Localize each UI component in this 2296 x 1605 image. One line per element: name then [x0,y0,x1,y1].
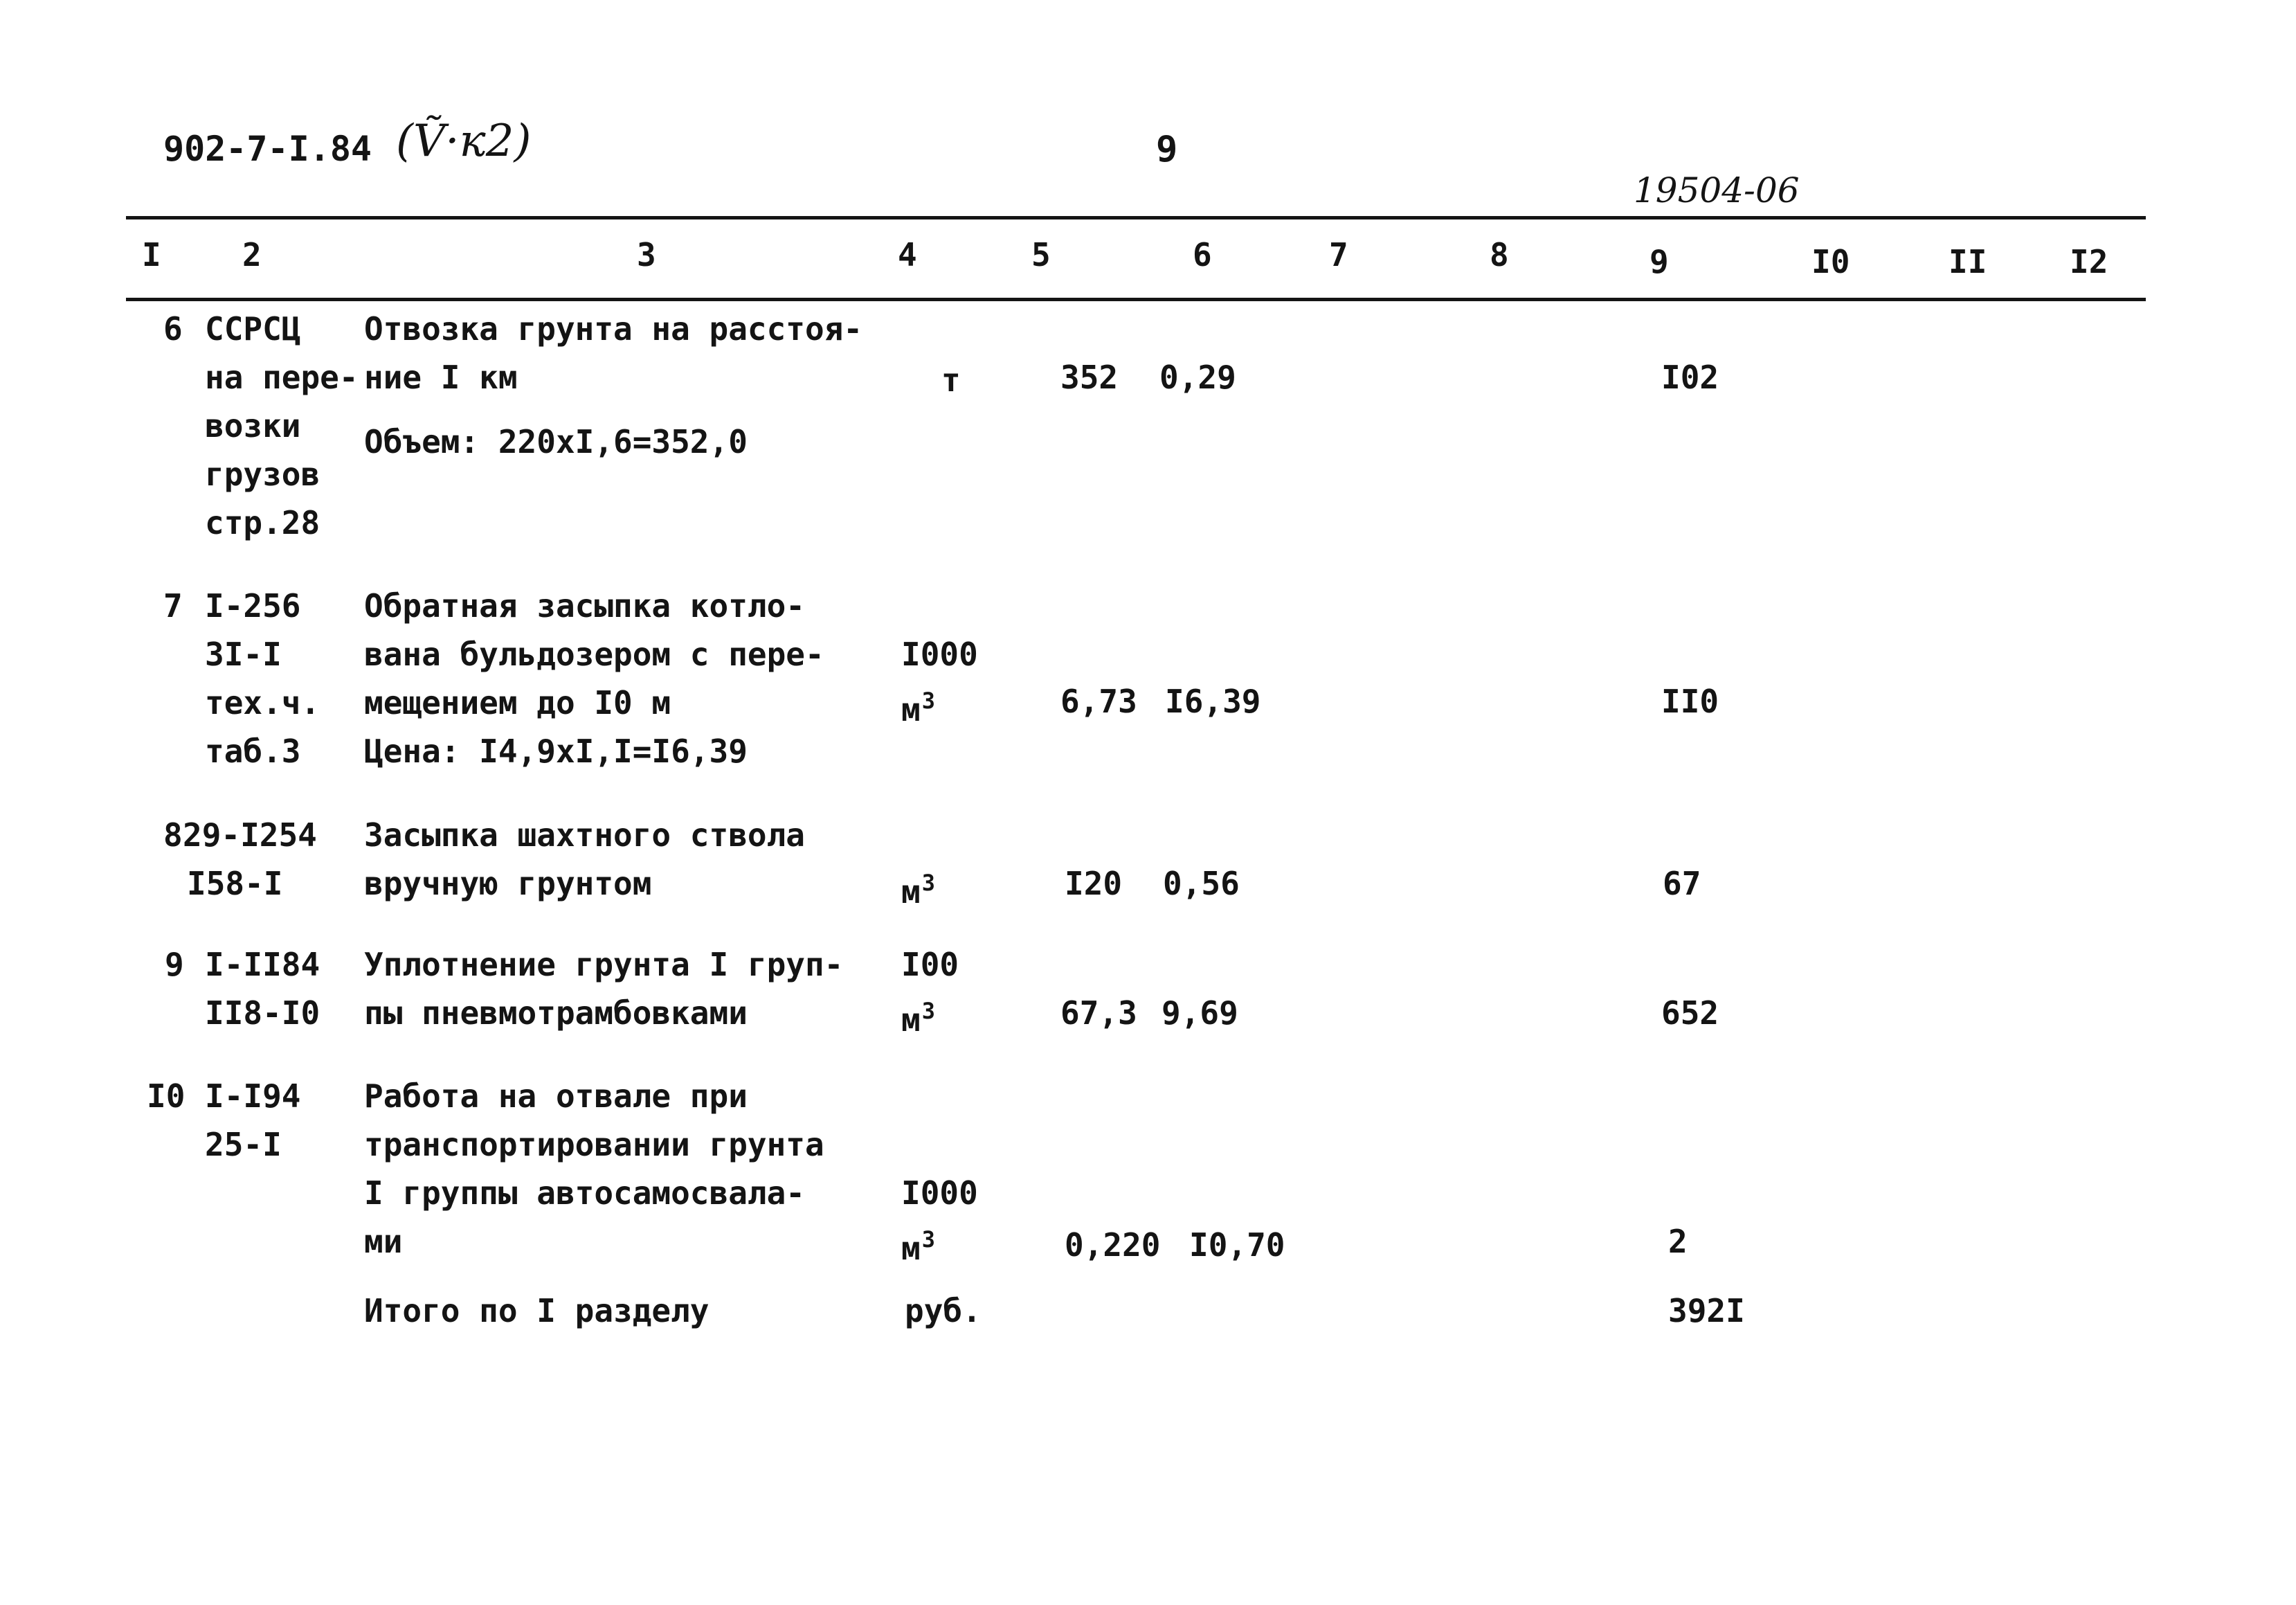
rate-code: 29-I254 [183,816,317,854]
quantity: 352 [1060,359,1119,396]
work-description: пы пневмотрамбовками [364,994,748,1032]
unit-price: I0,70 [1189,1226,1285,1264]
column-header: 9 [1649,243,1669,280]
rate-code: I-256 [205,587,301,625]
summary-unit: руб. [905,1292,982,1329]
work-description: Цена: I4,9хI,I=I6,39 [364,733,748,770]
rate-code: таб.3 [205,733,301,770]
unit-price: 0,29 [1159,359,1236,396]
quantity: 0,220 [1065,1226,1161,1264]
unit: т [941,361,961,399]
work-description: ние I км [364,359,518,396]
rate-code: грузов [205,456,320,493]
table-top-rule [126,216,2146,219]
unit-price: I6,39 [1165,683,1261,720]
total-cost: 67 [1663,865,1701,902]
unit-measure: $м^3$ [901,998,935,1039]
rate-code: I58-I [187,865,283,902]
column-header: I2 [2070,243,2108,280]
summary-label: Итого по I разделу [364,1292,709,1329]
rate-code: возки [205,407,301,445]
rate-code: 25-I [205,1126,282,1163]
unit-measure: $м^3$ [901,870,935,911]
quantity: I20 [1065,865,1123,902]
unit: I000 [901,1174,978,1212]
rate-code: I-I94 [205,1077,301,1115]
column-header: 5 [1031,236,1051,274]
document-code: 902-7-I.84 [163,129,372,169]
column-header: 7 [1329,236,1348,274]
work-description: вручную грунтом [364,865,652,902]
total-cost: II0 [1661,683,1719,720]
rate-code: 3I-I [205,636,282,673]
row-number: 7 [163,587,183,625]
rate-code: I-II84 [205,946,320,983]
rate-code: ССРСЦ [205,310,301,348]
row-number: 9 [165,946,184,983]
total-cost: I02 [1661,359,1719,396]
column-header: I [142,236,161,274]
work-description: транспортировании грунта [364,1126,824,1163]
column-header: 2 [242,236,262,274]
quantity: 6,73 [1060,683,1137,720]
unit-price: 0,56 [1163,865,1240,902]
column-header: 3 [637,236,656,274]
total-cost: 652 [1661,994,1719,1032]
rate-code: II8-I0 [205,994,320,1032]
row-number: I0 [147,1077,186,1115]
column-header: 8 [1490,236,1509,274]
rate-code: стр.28 [205,504,320,541]
inventory-number: 19504-06 [1634,170,1800,210]
quantity: 67,3 [1060,994,1137,1032]
unit: I00 [901,946,959,983]
row-number: 6 [163,310,183,348]
work-description: Работа на отвале при [364,1077,748,1115]
work-description: мещением до I0 м [364,684,671,721]
work-description: Засыпка шахтного ствола [364,816,805,854]
column-header: I0 [1811,243,1850,280]
work-description: Объем: 220хI,6=352,0 [364,423,748,460]
work-description: Уплотнение грунта I груп- [364,946,844,983]
rate-code: на пере- [205,359,359,396]
column-header: 4 [898,236,917,274]
unit-measure: $м^3$ [901,1226,935,1267]
unit-price: 9,69 [1161,994,1238,1032]
work-description: I группы автосамосвала- [364,1174,805,1212]
total-cost: 2 [1668,1223,1688,1260]
summary-total: 392I [1668,1292,1745,1329]
work-description: Отвозка грунта на расстоя- [364,310,863,348]
album-mark: (Ṽ·к2) [396,116,532,167]
work-description: Обратная засыпка котло- [364,587,805,625]
table-header-rule [126,298,2146,301]
unit-measure: $м^3$ [901,688,935,728]
column-header: II [1949,243,1987,280]
column-header: 6 [1193,236,1212,274]
page-number: 9 [1156,129,1178,170]
row-number: 8 [163,816,183,854]
work-description: ми [364,1223,403,1260]
unit: I000 [901,636,978,673]
rate-code: тех.ч. [205,684,320,721]
work-description: вана бульдозером с пере- [364,636,824,673]
